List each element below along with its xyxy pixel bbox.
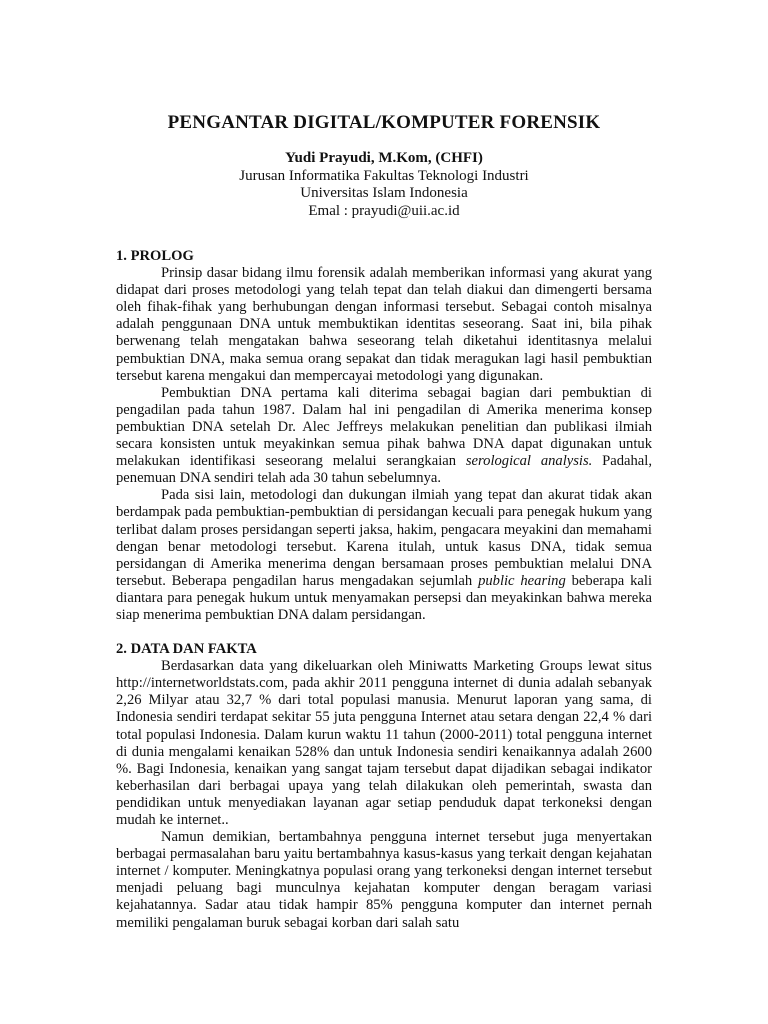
paragraph-text: Pada sisi lain, metodologi dan dukungan ilmiah yang tepat dan akurat tidak akan berdampak pada pembuktian-pembuktian di persidangan kecuali para penegak hukum yang terlibat dalam proses persidangan seperti jaksa, hakim, pengacara meyakini dan memahami dengan benar metodologi tersebut. Karena itulah, untuk kasus DNA, tidak semua persidangan di Amerika menerima dengan bersamaan proses pembuktian melalui DNA tersebut. Beberapa pengadilan harus mengadakan sejumlah — [116, 487, 652, 589]
paragraph: Namun demikian, bertambahnya pengguna internet tersebut juga menyertakan berbagai permasalahan baru yaitu bertambahnya kasus-kasus yang terkait dengan kejahatan internet / komputer. Meningkatnya populasi orang yang terkoneksi dengan internet tersebut menjadi peluang bagi munculnya kejahatan komputer dengan beragam variasi kejahatannya. Sadar atau tidak hampir 85% pengguna komputer dan internet pernah memiliki pengalaman buruk sebagai korban dari salah satu — [116, 829, 652, 931]
paragraph — [116, 385, 652, 488]
author-name: Yudi Prayudi, M.Kom, (CHFI) — [285, 150, 483, 166]
paragraph — [116, 487, 652, 624]
paragraph-text: Pembuktian DNA pertama kali diterima sebagai bagian dari pembuktian di pengadilan pada tahun 1987. Dalam hal ini pengadilan di Amerika menerima konsep pembuktian DNA setelah Dr. Alec Jeffreys melakukan penelitian dan publikasi ilmiah secara konsisten untuk meyakinkan semua pihak bahwa DNA dapat digunakan untuk melakukan identifikasi seseorang melalui serangkaian — [116, 384, 652, 470]
paragraph-text: Padahal, penemuan DNA sendiri telah ada 30 tahun sebelumnya. — [116, 453, 652, 487]
section-gap — [116, 624, 652, 641]
document-body — [116, 248, 652, 932]
italic-term: public hearing — [478, 572, 566, 589]
section-heading-prolog: 1. PROLOG — [116, 248, 194, 264]
author-department: Jurusan Informatika Fakultas Teknologi Industri — [239, 167, 529, 184]
paragraph: Berdasarkan data yang dikeluarkan oleh Miniwatts Marketing Groups lewat situs http://internetworldstats.com, pada akhir 2011 pengguna internet di dunia adalah sebanyak 2,26 Milyar atau 32,7 % dari total populasi manusia. Menurut laporan yang sama, di Indonesia sendiri terdapat sekitar 55 juta pengguna Internet atau setara dengan 22,4 % dari total populasi Indonesia. Dalam kurun waktu 11 tahun (2000-2011) total pengguna internet di dunia mengalami kenaikan 528% dan untuk Indonesia sendiri kenaikannya adalah 2600 %. Bagi Indonesia, kenaikan yang sangat tajam tersebut dapat dijadikan sebagai indikator keberhasilan dari berbagai upaya yang telah dilakukan oleh pemerintah, swasta dan pendidikan untuk menyediakan layanan agar setiap penduduk dapat terkoneksi dengan mudah ke internet.. — [116, 658, 652, 828]
paragraph-text: beberapa kali diantara para penegak hukum untuk menyamakan persepsi dan meyakinkan bahwa mereka siap menerima pembuktian DNA dalam persidangan. — [116, 572, 653, 623]
section-heading-data-dan-fakta: 2. DATA DAN FAKTA — [116, 641, 257, 658]
author-block — [0, 150, 768, 220]
paragraph: Prinsip dasar bidang ilmu forensik adalah memberikan informasi yang akurat yang didapat dari proses metodologi yang telah tepat dan telah diakui dan dimengerti bersama oleh fihak-fihak yang berhubungan dengan informasi tersebut. Sebagai contoh misalnya adalah penggunaan DNA untuk membuktikan identitas seseorang. Saat ini, bila pihak berwenang telah mengatakan bahwa seseorang telah diketahui identitasnya melalui pembuktian DNA, maka semua orang sepakat dan tidak meragukan lagi hasil pembuktian tersebut karena mengakui dan mempercayai metodologi yang digunakan. — [116, 265, 652, 384]
author-email: Emal : prayudi@uii.ac.id — [308, 202, 460, 219]
italic-term: serological analysis. — [465, 453, 593, 470]
author-university: Universitas Islam Indonesia — [300, 185, 468, 201]
document-title: PENGANTAR DIGITAL/KOMPUTER FORENSIK — [167, 112, 601, 133]
